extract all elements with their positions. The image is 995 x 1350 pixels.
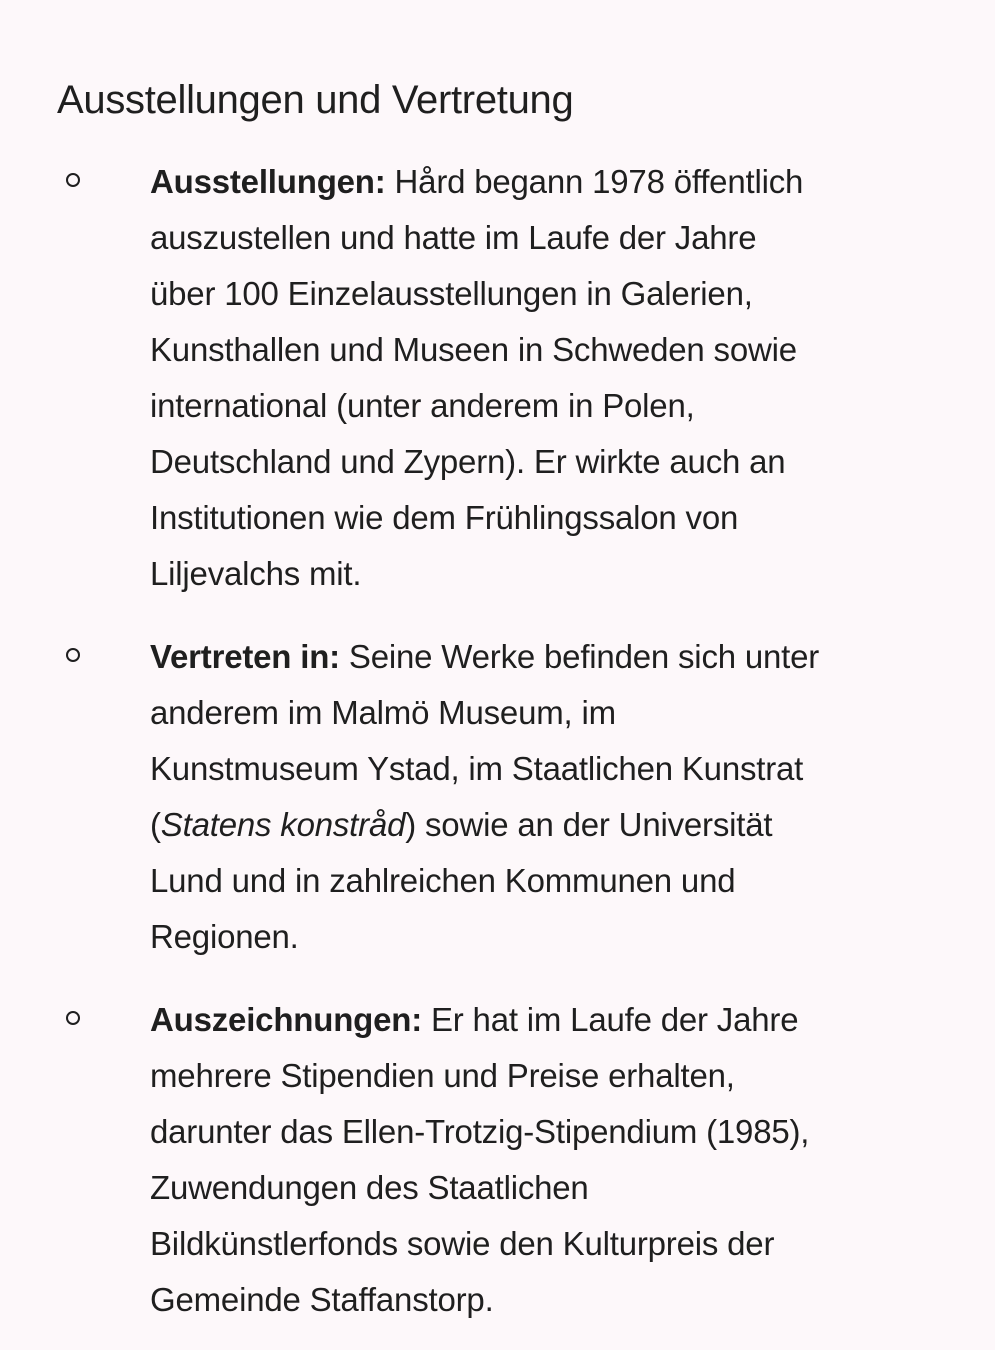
- list-item-first-line: [150, 629, 950, 685]
- list-item-label: Ausstellungen:: [150, 163, 386, 200]
- hollow-circle-bullet-icon: [66, 1011, 80, 1025]
- list-item-text: ) sowie an der Universität: [405, 806, 773, 843]
- list-item-text: Hård begann 1978 öffentlich: [385, 163, 804, 200]
- section-heading: Ausstellungen und Vertretung: [57, 78, 574, 122]
- list-item-text: Er hat im Laufe der Jahre: [422, 1001, 799, 1038]
- list-item-text-line: Gemeinde Staffanstorp.: [150, 1281, 494, 1318]
- list-item-text-line: Zuwendungen des Staatlichen: [150, 1169, 589, 1206]
- list-item-text-line: Regionen.: [150, 918, 299, 955]
- list-item-first-line: [150, 154, 950, 210]
- list-item-text-line: Kunsthallen und Museen in Schweden sowie: [150, 331, 797, 368]
- list-item-first-line: [150, 992, 950, 1048]
- list-item-text-line: [150, 797, 950, 853]
- list-item-text-line: Liljevalchs mit.: [150, 555, 362, 592]
- list-item-text-line: anderem im Malmö Museum, im: [150, 694, 616, 731]
- list-item-text-line: Kunstmuseum Ystad, im Staatlichen Kunstrat: [150, 750, 804, 787]
- paren-open: (: [150, 806, 161, 843]
- list-item-text: Seine Werke befinden sich unter: [339, 638, 820, 675]
- list-item-text-line: mehrere Stipendien und Preise erhalten,: [150, 1057, 735, 1094]
- italic-term: Statens konstråd: [160, 806, 406, 843]
- list-item-text-line: auszustellen und hatte im Laufe der Jahre: [150, 219, 757, 256]
- list-item-text-line: Deutschland und Zypern). Er wirkte auch an: [150, 443, 786, 480]
- list-item-ausstellungen: [150, 154, 950, 602]
- list-item-text-line: Bildkünstlerfonds sowie den Kulturpreis der: [150, 1225, 775, 1262]
- list-item-text-line: über 100 Einzelausstellungen in Galerien,: [150, 275, 753, 312]
- hollow-circle-bullet-icon: [66, 648, 80, 662]
- list-item-text-line: international (unter anderem in Polen,: [150, 387, 695, 424]
- list-item-label: Auszeichnungen:: [150, 1001, 423, 1038]
- list-item-text-line: Lund und in zahlreichen Kommunen und: [150, 862, 736, 899]
- list-item-text-line: darunter das Ellen-Trotzig-Stipendium (1985),: [150, 1113, 810, 1150]
- hollow-circle-bullet-icon: [66, 173, 80, 187]
- list-item-text-line: Institutionen wie dem Frühlingssalon von: [150, 499, 739, 536]
- list-item-auszeichnungen: [150, 992, 950, 1328]
- list-item-label: Vertreten in:: [150, 638, 340, 675]
- list-item-vertreten-in: [150, 629, 950, 965]
